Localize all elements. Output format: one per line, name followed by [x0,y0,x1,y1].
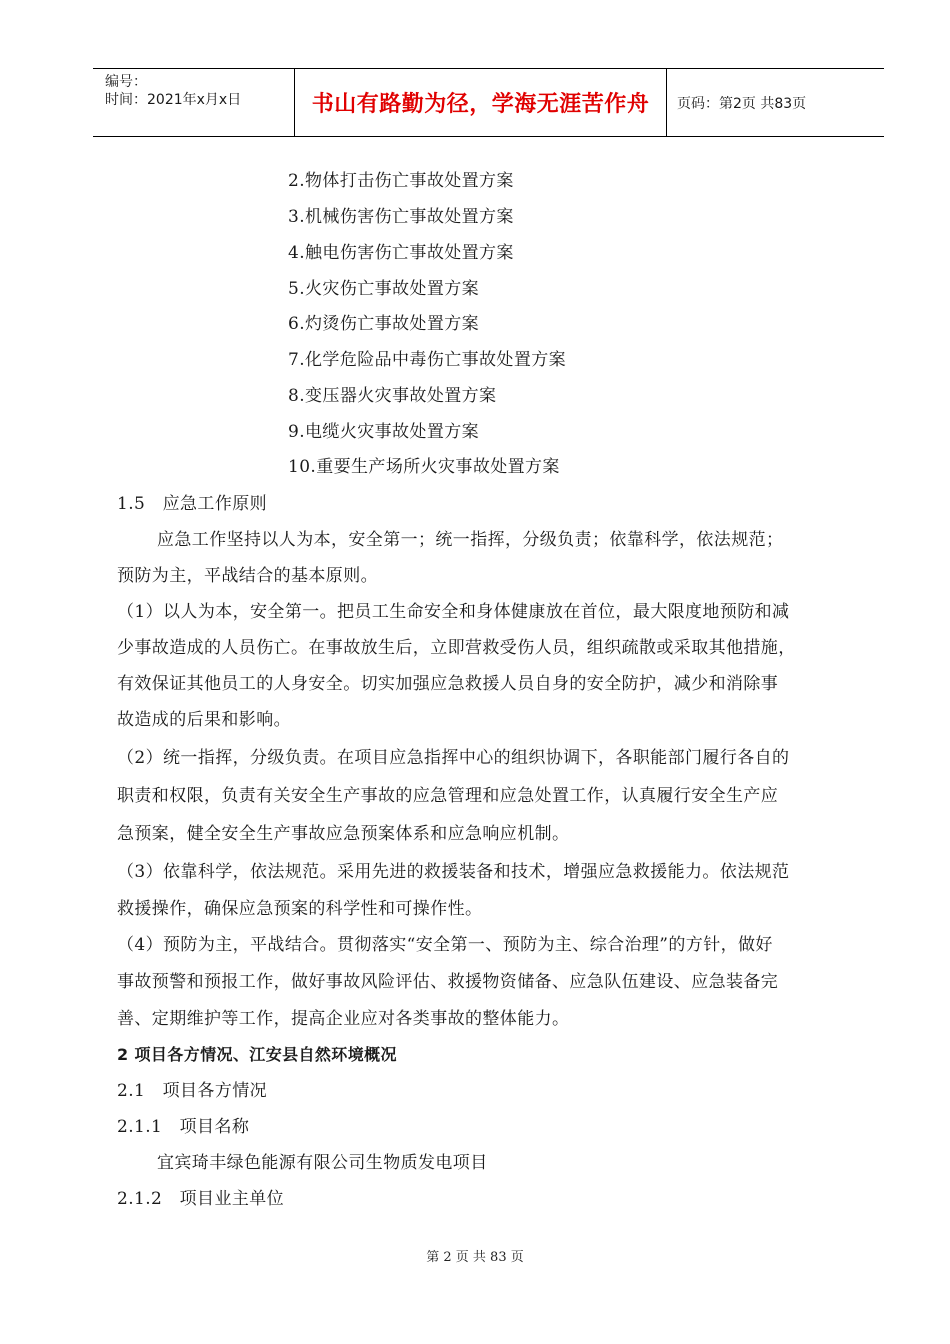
subsection-heading: 2.1.2 项目业主单位 [117,1189,285,1209]
paragraph-line: 应急工作坚持以人为本，安全第一；统一指挥，分级负责；依靠科学，依法规范； [157,530,784,550]
header-meta [93,69,295,136]
list-item: 6.灼烫伤亡事故处置方案 [288,314,480,334]
paragraph-line: 故造成的后果和影响。 [117,710,291,730]
list-item: 3.机械伤害伤亡事故处置方案 [288,207,514,227]
list-item: 7.化学危险品中毒伤亡事故处置方案 [288,350,567,370]
page-header [93,68,884,137]
paragraph-line: 善、定期维护等工作，提高企业应对各类事故的整体能力。 [117,1009,570,1029]
paragraph-line: 事故预警和预报工作，做好事故风险评估、救援物资储备、应急队伍建设、应急装备完 [117,972,779,992]
document-number-label: 编号： [105,74,147,90]
paragraph-line: （1）以人为本，安全第一。把员工生命安全和身体健康放在首位，最大限度地预防和减 [117,602,790,622]
paragraph-line: 有效保证其他员工的人身安全。切实加强应急救援人员自身的安全防护，减少和消除事 [117,674,779,694]
paragraph-line: 救援操作，确保应急预案的科学性和可操作性。 [117,899,483,919]
chapter-heading: 2 项目各方情况、江安县自然环境概况 [117,1045,397,1064]
paragraph-line: 职责和权限，负责有关安全生产事故的应急管理和应急处置工作，认真履行安全生产应 [117,786,779,806]
section-heading: 2.1 项目各方情况 [117,1081,268,1101]
subsection-heading: 2.1.1 项目名称 [117,1117,250,1137]
header-motto: 书山有路勤为径，学海无涯苦作舟 [295,69,667,136]
list-item: 10.重要生产场所火灾事故处置方案 [288,457,560,477]
paragraph-line: 急预案，健全安全生产事故应急预案体系和应急响应机制。 [117,824,570,844]
paragraph-line: 预防为主，平战结合的基本原则。 [117,566,378,586]
list-item: 2.物体打击伤亡事故处置方案 [288,171,514,191]
list-item: 4.触电伤害伤亡事故处置方案 [288,243,514,263]
list-item: 5.火灾伤亡事故处置方案 [288,279,480,299]
document-time-label: 时间：2021年x月x日 [105,92,242,108]
section-heading: 1.5 应急工作原则 [117,494,268,514]
list-item: 8.变压器火灾事故处置方案 [288,386,497,406]
paragraph-line: 少事故造成的人员伤亡。在事故放生后，立即营救受伤人员，组织疏散或采取其他措施， [117,638,796,658]
header-page-label: 页码：第2页 共83页 [677,95,807,112]
list-item: 9.电缆火灾事故处置方案 [288,422,480,442]
paragraph-line: （3）依靠科学，依法规范。采用先进的救援装备和技术，增强应急救援能力。依法规范 [117,862,790,882]
project-name: 宜宾琦丰绿色能源有限公司生物质发电项目 [157,1153,488,1173]
paragraph-line: （4）预防为主，平战结合。贯彻落实“安全第一、预防为主、综合治理”的方针，做好 [117,935,773,955]
page-footer: 第 2 页 共 83 页 [426,1250,524,1265]
paragraph-line: （2）统一指挥，分级负责。在项目应急指挥中心的组织协调下，各职能部门履行各自的 [117,748,790,768]
